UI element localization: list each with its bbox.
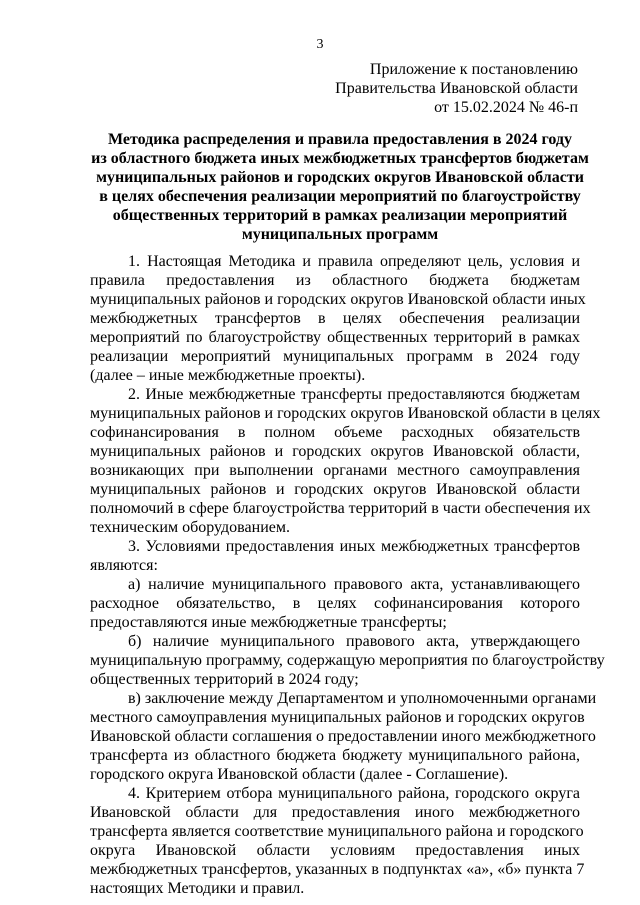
- appendix-header: [335, 60, 578, 117]
- text-line: полномочий в сфере благоустройства территорий в части обеспечения их: [90, 500, 591, 517]
- text-line: трансферта из областного бюджета бюджету муниципального района,: [90, 747, 580, 764]
- text-line: реализации мероприятий муниципальных программ в 2024 году: [90, 348, 580, 365]
- paragraph-3: [90, 537, 580, 575]
- title-line: муниципальных районов и городских округов Ивановской области: [96, 169, 584, 186]
- title-line: из областного бюджета иных межбюджетных трансфертов бюджетам: [91, 150, 589, 167]
- appendix-line: от 15.02.2024 № 46-п: [434, 99, 578, 116]
- document-body: [90, 252, 605, 898]
- text-line: местного самоуправления муниципальных районов и городских округов: [90, 709, 585, 726]
- text-line: 1. Настоящая Методика и правила определяют цель, условия и: [128, 253, 580, 270]
- text-line: муниципальных районов и городских округов Ивановской области иных: [90, 291, 586, 308]
- text-line: техническим оборудованием.: [90, 519, 290, 536]
- text-line: 4. Критерием отбора муниципального района, городского округа: [128, 785, 580, 802]
- text-line: округа Ивановской области условиям предоставления иных: [90, 842, 580, 859]
- paragraph-3b: [90, 632, 605, 689]
- text-line: настоящих Методики и правил.: [90, 880, 305, 897]
- paragraph-1: [90, 252, 586, 385]
- appendix-line: Приложение к постановлению: [369, 61, 578, 78]
- text-line: расходное обязательство, в целях софинансирования которого: [90, 595, 580, 612]
- text-line: трансферта является соответствие муниципального района и городского: [90, 823, 584, 840]
- paragraph-3c: [90, 689, 597, 784]
- text-line: правила предоставления из областного бюджета бюджетам: [90, 272, 580, 289]
- text-line: мероприятий по благоустройству общественных территорий в рамках: [90, 329, 580, 346]
- title-line: общественных территорий в рамках реализации мероприятий: [112, 207, 568, 224]
- paragraph-4: [90, 784, 585, 898]
- appendix-line: Правительства Ивановской области: [335, 80, 578, 97]
- document-title: [80, 130, 600, 244]
- text-line: 2. Иные межбюджетные трансферты предоставляются бюджетам: [128, 386, 580, 403]
- paragraph-2: [90, 385, 601, 537]
- text-line: софинансирования в полном объеме расходных обязательств: [90, 424, 580, 441]
- text-line: муниципальных районов и городских округов Ивановской области: [90, 481, 580, 498]
- text-line: 3. Условиями предоставления иных межбюджетных трансфертов: [128, 538, 580, 555]
- title-line: в целях обеспечения реализации мероприятий по благоустройству: [99, 188, 581, 205]
- text-line: в) заключение между Департаментом и уполномоченными органами: [128, 690, 597, 707]
- title-line: Методика распределения и правила предоставления в 2024 году: [107, 131, 572, 148]
- page-number: 3: [316, 37, 324, 52]
- text-line: б) наличие муниципального правового акта, утверждающего: [128, 633, 580, 650]
- text-line: городского округа Ивановской области (далее - Соглашение).: [90, 766, 509, 783]
- text-line: а) наличие муниципального правового акта, устанавливающего: [128, 576, 580, 593]
- text-line: межбюджетных трансфертов, указанных в подпунктах «а», «б» пункта 7: [90, 861, 585, 878]
- text-line: общественных территорий в 2024 году;: [90, 671, 359, 688]
- text-line: Ивановской области соглашения о предоставлении иного межбюджетного: [90, 728, 596, 745]
- text-line: муниципальных районов и городских округов Ивановской области в целях: [90, 405, 601, 422]
- text-line: Ивановской области для предоставления иного межбюджетного: [90, 804, 580, 821]
- text-line: межбюджетных трансфертов в целях обеспечения реализации: [90, 310, 580, 327]
- title-line: муниципальных программ: [241, 226, 439, 243]
- text-line: муниципальных районов и городских округов Ивановской области,: [90, 443, 580, 460]
- text-line: возникающих при выполнении органами местного самоуправления: [90, 462, 580, 479]
- text-line: (далее – иные межбюджетные проекты).: [90, 367, 366, 384]
- text-line: предоставляются иные межбюджетные трансферты;: [90, 614, 447, 631]
- paragraph-3a: [90, 575, 580, 632]
- text-line: являются:: [90, 557, 158, 574]
- text-line: муниципальную программу, содержащую мероприятия по благоустройству: [90, 652, 605, 669]
